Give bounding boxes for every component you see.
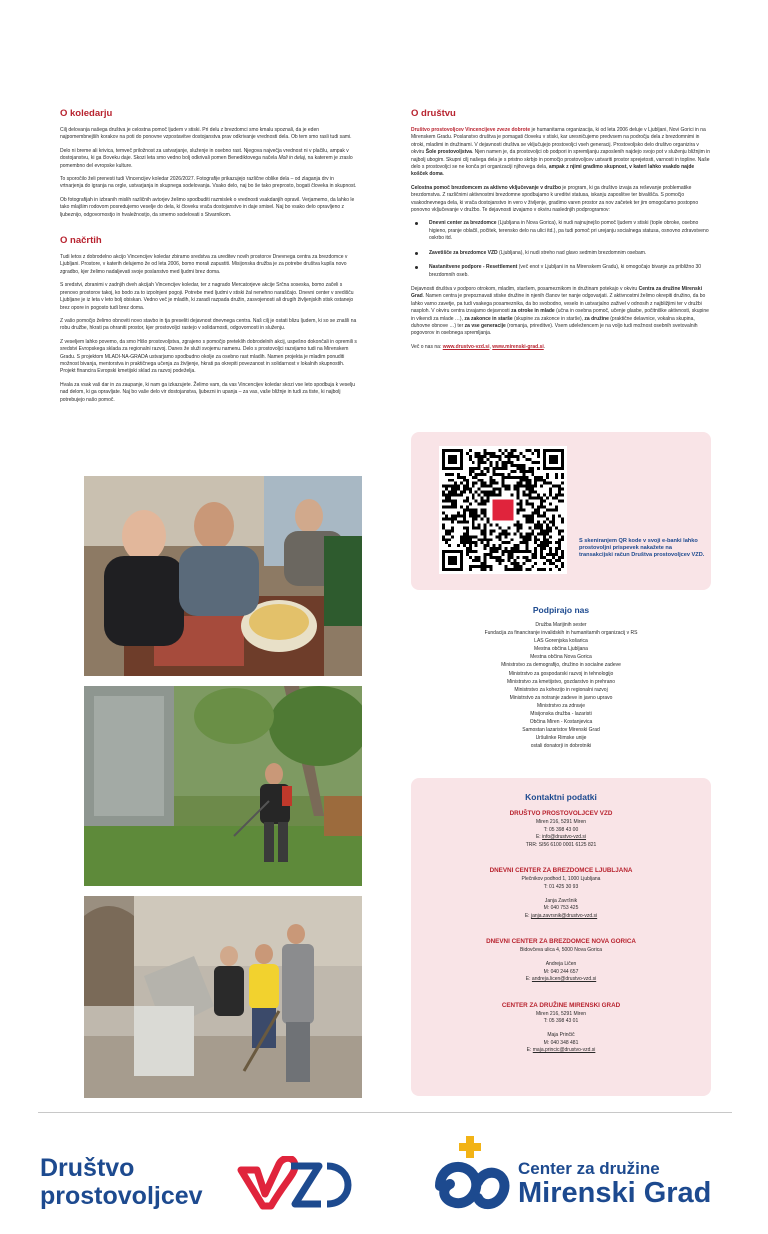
more-info-line: Več o nas na: www.drustvo-vzd.si, www.mirenski-grad.si.	[411, 343, 546, 350]
right-column	[411, 108, 711, 357]
supporter-item: Občina Miren - Kostanjevica	[529, 719, 593, 726]
email-line: E: andreja.licen@drustvo-vzd.si	[525, 976, 597, 983]
supporters-list	[411, 621, 711, 751]
logo-center-za-druzine: Center za družine Mirenski Grad	[428, 1136, 738, 1218]
section-title-koledar: O koledarju	[60, 108, 113, 119]
org-name-dc-ljubljana: DNEVNI CENTER ZA BREZDOMCE LJUBLJANA	[489, 867, 633, 875]
phone: T: 05 398 43 00	[543, 826, 579, 833]
supporter-item: Fundacija za financiranje invalidskih in humanitarnih organizacij v RS	[484, 630, 638, 637]
supporter-item: Mestna občina Nova Gorica	[530, 654, 592, 661]
vzd-heart-icon	[235, 1156, 355, 1214]
logo-drustvo-prostovoljcev: Društvo prostovoljcev	[40, 1150, 360, 1214]
supporter-item: Uršulinke Rimske unije	[535, 735, 587, 742]
koledar-paragraph-1: Cilj delovanja našega društva je celostna pomoč ljudem v stiski. Pri delu z brezdomci smo kmalu spoznali, da je eden najpomembnejših korakov na poti do ponovne vzpostavitve dostojanstva prav odkrivanje vrednosti dela. Ob tem smo rasli tudi sami.	[60, 127, 352, 141]
footer-divider	[38, 1112, 732, 1113]
drustvo-paragraph-1: Društvo prostovoljcev Vincencijeve zveze dobrote je humanitarna organizacija, ki od leta 2006 deluje v Ljubljani, Novi Gorici in na Mirenskem Gradu. Poslanstvo društva je pomagati človeku v stiski, kar uresničujemo predvsem na področju dela z brezdomnimi in otroki, mladimi in družinami. V dejavnosti društva se vključujejo prostovoljci vseh generacij. Prostovoljsko delo društvo organizira v okviru Šole prostovoljstva. Njen namen je, da prostovoljci ob podpori in spremljanju zaposlenih najdejo svojo pot v služenju bližnjim in najbolj ubogim. Skupni cilj našega dela je s pristno skrbjo in pomočjo prostovoljcev ustvariti prostor sprejetosti, varnosti in topline. Naše delo s prostovoljci se ne konča pri organizaciji njihovega dela, ampak z njimi gradimo skupnost, v kateri lahko vsakdo najde košček doma.	[411, 127, 711, 178]
contact-title: Kontaktni podatki	[525, 792, 597, 802]
koledar-paragraph-4: Ob fotografijah in izbranih mislih različnih avtorjev želimo spodbuditi razmislek o vrednosti vsakdanjih opravil. Verjamemo, da lahko le tako mlajšim rodovom posredujemo veselje do dela, ki človeku vrača dostojanstvo in daje smisel. Naj bo vsako delo opravljeno z ljubeznijo, odgovornostjo in hvaležnostjo, da smemo sodelovati s Stvarnikom.	[60, 196, 355, 218]
koledar-paragraph-3: To sporočilo želi prenesti tudi Vincencijev koledar 2026/2027. Fotografije prikazujejo različne oblike dela – od zlaganja drv in vrtnarjenja do igranja na orgle, ustvarjanja in skupnega sodelovanja. Vsako delo, naj bo še tako preprosto, bogati človeka in skupnost.	[60, 176, 357, 190]
mobile: M: 040 244 657	[543, 968, 579, 975]
drustvo-paragraph-3: Dejavnosti društva v podporo otrokom, mladim, staršem, posameznikom in družinam potekajo v okviru Centra za družine Mirenski Grad. Namen centra je prepoznavati stiske družine in njenih članov ter nanje odgovarjati. Z aktivnostmi želimo okrepiti družino, da bo lahko varno zavetje, pa tudi vsakega posameznika, da bo svobodno, veselo in ustvarjalno zaživel v odnosih z najbližjimi ter v družbi nasploh. V okviru centra izvajamo dejavnosti za otroke in mlade (učna in osebna pomoč, učenje glasbe, počitniške aktivnosti, skupine in vikendi za mlade …), za zakonce in starše (skupine za zakonce in starše), za družine (praktične delavnice, vokalna skupina, duhovne obnove …) ter za vse generacije (romanja, prireditve). Vsem udeležencem je na voljo tudi možnost osebnih svetovalnih pogovorov in osebnega spremljanja.	[411, 285, 709, 337]
qr-code[interactable]	[439, 446, 567, 574]
website-link-drustvo[interactable]: www.drustvo-vzd.si	[442, 343, 490, 350]
email-link[interactable]: info@drustvo-vzd.si	[542, 834, 587, 841]
supporter-item: Samostan lazaristov Mirenski Grad	[522, 727, 600, 734]
contact-person: Maja Prinčič	[547, 1031, 575, 1038]
address: Plečnikov podhod 1, 1000 Ljubljana	[521, 876, 601, 883]
bank-account: TRR: SI56 6100 0001 6125 821	[525, 841, 597, 848]
supporter-item: Misijonska družba - lazaristi	[530, 711, 592, 718]
phone: T: 01 425 30 93	[543, 883, 579, 890]
supporter-item: Ministrstvo za kohezijo in regionalni razvoj	[514, 686, 608, 693]
supporters-section	[411, 605, 711, 751]
supporter-item: Ministrstvo za kmetijstvo, gozdarstvo in prehrano	[506, 678, 616, 685]
koledar-paragraph-2: Delo ni breme ali krivica, temveč priložnost za ustvarjanje, služenje in osebno rast. Njegova največja vrednost ni v plačilu, ampak v dostojanstvu, ki ga človeku daje. Skozi leta smo vedno bolj odkrivali pomen Benediktovega načela Moli in delaj, na katerem je zraslo pomembno del evropske kulture.	[60, 147, 353, 169]
org-name-drustvo: DRUŠTVO PROSTOVOLJCEV VZD	[509, 810, 613, 817]
list-item: Zavetišče za brezdomce VZD (Ljubljana), ki nudi streho nad glavo sedmim brezdomnim osebam.	[415, 250, 711, 257]
photo-peeling-potatoes	[84, 476, 362, 676]
section-title-drustvo: O društvu	[411, 108, 456, 119]
supporter-item: ostali donatorji in dobrotniki	[530, 743, 592, 750]
nacrti-paragraph-3: Z vašo pomočjo želimo obnoviti novo stavbo in tja preseliti dejavnost dnevnega centra. Naš cilj je ostati blizu ljudem, ki so se znašli na robu družbe, hkrati pa ohraniti prostor, kjer prostovoljci rastejo v solidarnosti, odgovornosti in služenju.	[60, 317, 357, 332]
photo-concrete-mixing	[84, 896, 362, 1098]
org-name-center-druzine: CENTER ZA DRUŽINE MIRENSKI GRAD	[501, 1001, 621, 1009]
list-item: Dnevni center za brezdomce (Ljubljana in Nova Gorica), ki nudi najnujnejšo pomoč ljudem v stiski (tople obroke, osebno higieno, pranje oblačil, počitek, terensko delo na ulici itd.), pa tudi pomoč pri urejanju socialnega statusa, osnovno zdravstveno oskrbo itd.	[415, 220, 711, 242]
nacrti-paragraph-2: S sredstvi, zbranimi v zadnjih dveh akcijah Vincencijev koledar, ter z nagrado Mercatorjeve akcije Srčna soseska, bomo začeli s prenovo prostorov takoj, ko bodo za to izpolnjeni pogoji. Potrebe med ljudmi v stiski žal nenehno naraščajo. Dnevni center v središču Ljubljane je iz leta v leto bolj obiskan. Vedno več je mladih, ki zaradi razpada družin, zasvojenosti ali drugih življenjskih stisk ostanejo brez opore in pogosto tudi brez doma.	[60, 282, 354, 311]
supporter-item: LAS Gorenjska košarica	[534, 638, 588, 645]
supporter-item: Družba Marijinih sester	[535, 622, 587, 628]
org-name-dc-nova-gorica: DNEVNI CENTER ZA BREZDOMCE NOVA GORICA	[486, 938, 636, 946]
supporter-item: Mestna občina Ljubljana	[534, 646, 588, 653]
list-item: Nastanitvene podpore - Resettlement (več enot v Ljubljani in na Mirenskem Gradu), ki omogočajo bivanje za približno 30 brezdomnih oseb.	[415, 264, 711, 279]
phone: T: 05 398 43 01	[543, 1018, 579, 1025]
address: Bidovčeva ulica 4, 5000 Nova Gorica	[520, 947, 602, 954]
email-line: E: janja.zavrsnik@drustvo-vzd.si	[524, 912, 598, 919]
qr-donation-card	[411, 432, 711, 590]
email-line: E: info@drustvo-vzd.si	[535, 834, 587, 841]
nacrti-paragraph-5: Hvala za vsak vaš dar in za zaupanje, ki nam ga izkazujete. Želimo vam, da vas Vincencijev koledar skozi vse leto spodbuja k veselju nad delom, ki ga opravljate. Naj bo vaše delo vir dostojanstva, ljubezni in upanja – za vas, vaše bližnje in tudi za tiste, ki najbolj potrebujejo našo pomoč.	[60, 381, 356, 403]
contact-person: Andreja Ličen	[545, 960, 577, 967]
email-line: E: maja.princic@drustvo-vzd.si	[526, 1047, 596, 1054]
photo-gardening	[84, 686, 362, 886]
contact-card	[411, 778, 711, 1096]
website-link-mirenski-grad[interactable]: www.mirenski-grad.si	[492, 343, 544, 350]
qr-instruction-text: S skeniranjem QR kode v svoji e-banki lahko prostovoljni prispevek nakažete na transakcijski račun Društva prostovoljcev VZD.	[579, 538, 705, 559]
address: Miren 216, 5291 Miren	[535, 819, 587, 825]
left-column	[60, 108, 358, 410]
supporter-item: Ministrstvo za zdravje	[536, 702, 586, 709]
email-link[interactable]: andreja.licen@drustvo-vzd.si	[531, 976, 597, 983]
supporters-title: Podpirajo nas	[532, 605, 590, 615]
nacrti-paragraph-4: Z veseljem lahko povemo, da smo Hišo prostovoljstva, zgrajeno s pomočjo preteklih dobrodelnih akcij, uspešno dokončali in opremili s sredstvi Evropskega sklada za regionalni razvoj. Danes že služi svojemu namenu. Delo s prostovoljci razvijamo tudi na Mirenskem Gradu. S projektom MLADI-NA-GRADA ustvarjamo spodbudno okolje za osebno rast mladih. Namen projekta je mladim ponuditi možnost bivanja, mentorstva in praktičnega učenja za življenje, hkrati pa okrepiti povezanost in solidarnost v lokalnih skupnostih. Projekt financira Evropski kmetijski sklad za razvoj podeželja.	[60, 338, 357, 375]
email-link[interactable]: maja.princic@drustvo-vzd.si	[532, 1047, 596, 1054]
supporter-item: Ministrstvo za gospodarski razvoj in tehnologijo	[508, 670, 614, 677]
address: Miren 216, 5291 Miren	[535, 1010, 587, 1017]
program-list	[415, 220, 711, 278]
contact-person: Janja Završnik	[544, 897, 578, 904]
mobile: M: 040 753 425	[543, 905, 579, 912]
drustvo-paragraph-2: Celostna pomoč brezdomcem za aktivno vključevanje v družbo je program, ki ga društvo izvaja za reševanje problematike brezdomstva. Z različnimi aktivnostmi brezdomne spodbujamo k ureditvi statusa, iskanju zaposlitve ter bivališča. S pomočjo vsakodnevnega dela, ki vrača dostojanstvo in vero v življenje, gradimo varen prostor za nov začetek ter jim omogočamo postopno ponovno vključevanje v družbo. Te dejavnosti izvajamo v okviru naslednjih podprogramov:	[411, 184, 699, 214]
email-link[interactable]: janja.zavrsnik@drustvo-vzd.si	[530, 912, 598, 919]
mobile: M: 040 348 481	[543, 1039, 579, 1046]
nacrti-paragraph-1: Tudi letos z dobrodelno akcijo Vincencijev koledar zbiramo sredstva za ureditev novih prostorov Dnevnega centra za brezdomce v Ljubljani. Prostore, v katerih delujemo že od leta 2006, bomo morali zapustiti. Misijonska družba je za potrebe društva kupila novo zgradbo, kjer želimo nadaljevati svoje poslanstvo med ljudmi brez doma.	[60, 254, 348, 275]
supporter-item: Ministrstvo za notranje zadeve in javno upravo	[509, 694, 613, 701]
family-cross-icon	[428, 1136, 518, 1218]
section-title-nacrti: O načrtih	[60, 235, 102, 247]
supporter-item: Ministrstvo za demografijo, družino in socialne zadeve	[501, 662, 621, 669]
